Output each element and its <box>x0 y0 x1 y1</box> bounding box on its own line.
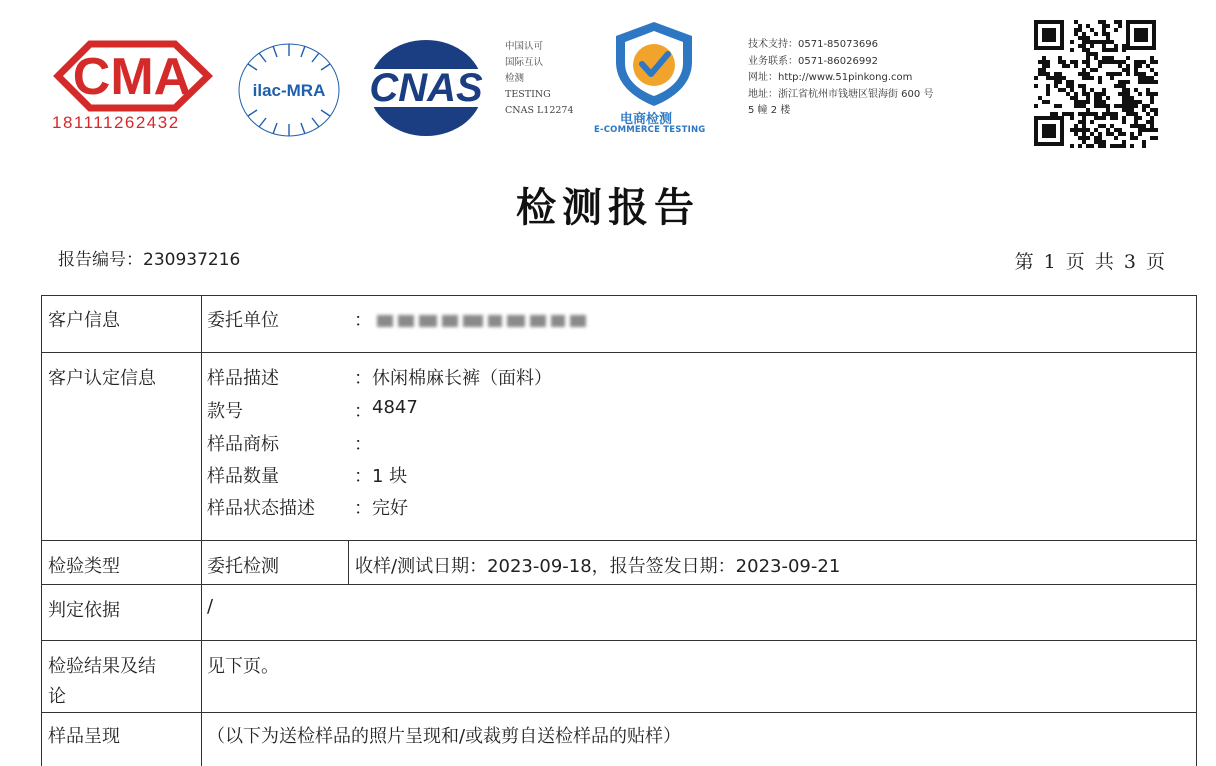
contact-address-building: 5 幢 2 楼 <box>748 105 791 116</box>
contact-info <box>748 37 933 120</box>
cnas-line: CNAS L12274 <box>505 105 574 116</box>
cma-certificate-number: 181111262432 <box>52 113 180 132</box>
sample-condition-label: 样品状态描述 <box>207 498 315 519</box>
ecommerce-testing-shield-icon <box>608 18 700 108</box>
cnas-line: TESTING <box>505 89 551 100</box>
field-colon: ： <box>354 368 372 389</box>
client-info-label: 客户信息 <box>48 310 120 331</box>
entrusting-unit-label: 委托单位 <box>207 310 279 331</box>
entrusting-unit-colon: ： <box>354 310 372 331</box>
field-colon: ： <box>354 401 372 422</box>
cnas-accreditation-text <box>505 39 574 119</box>
field-colon: ： <box>354 498 372 519</box>
inspection-type-label: 检验类型 <box>48 556 120 577</box>
style-number-value: 4847 <box>372 397 418 418</box>
ilac-logo-text: ilac-MRA <box>252 81 326 100</box>
qr-code-icon <box>1032 18 1158 148</box>
ecommerce-testing-en-label: E-COMMERCE TESTING <box>594 125 706 135</box>
row-divider <box>42 712 1196 713</box>
inspection-type-value: 委托检测 <box>207 556 279 577</box>
field-colon: ： <box>354 434 372 455</box>
result-conclusion-label: 检验结果及结 <box>48 656 156 677</box>
style-number-label: 款号 <box>207 401 243 422</box>
ilac-mra-logo <box>233 38 345 142</box>
sample-condition-value: 完好 <box>372 498 408 519</box>
cnas-logo <box>356 38 496 138</box>
ecommerce-testing-cn-label: 电商检测 <box>620 112 673 127</box>
row-divider <box>42 540 1196 541</box>
client-confirmed-info-label: 客户认定信息 <box>48 368 156 389</box>
result-conclusion-label-cont: 论 <box>48 686 66 707</box>
sample-description-value: 休闲棉麻长裤（面料） <box>372 368 552 389</box>
cnas-line: 国际互认 <box>505 57 544 68</box>
cma-logo <box>50 36 215 116</box>
report-number: 报告编号：230937216 <box>58 250 241 270</box>
cnas-logo-text: CNAS <box>369 66 483 110</box>
judgement-basis-value: / <box>207 596 214 617</box>
column-divider <box>201 296 202 766</box>
contact-business: 业务联系：0571-86026992 <box>748 55 878 67</box>
row-divider <box>42 352 1196 353</box>
report-title: 检测报告 <box>516 184 700 231</box>
inspection-dates: 收样/测试日期：2023-09-18，报告签发日期：2023-09-21 <box>355 556 841 577</box>
row-divider <box>42 584 1196 585</box>
sample-quantity-label: 样品数量 <box>207 466 279 487</box>
sample-quantity-value: 1 块 <box>372 466 408 487</box>
contact-tech-support: 技术支持：0571-85073696 <box>748 39 878 50</box>
cnas-line: 检测 <box>505 73 525 84</box>
sample-trademark-label: 样品商标 <box>207 434 279 455</box>
column-divider <box>348 540 349 584</box>
cnas-line: 中国认可 <box>505 41 544 52</box>
contact-address: 地址：浙江省杭州市钱塘区银海街 600 号 <box>748 88 934 100</box>
judgement-basis-label: 判定依据 <box>48 600 120 621</box>
page-indicator: 第 1 页 共 3 页 <box>1014 251 1165 273</box>
sample-description-label: 样品描述 <box>207 368 279 389</box>
sample-presentation-note: （以下为送检样品的照片呈现和/或裁剪自送检样品的贴样） <box>207 726 682 747</box>
row-divider <box>42 640 1196 641</box>
result-conclusion-value: 见下页。 <box>207 656 279 677</box>
field-colon: ： <box>354 466 372 487</box>
contact-website: 网址：http://www.51pinkong.com <box>748 72 913 83</box>
report-table <box>41 295 1197 766</box>
sample-presentation-label: 样品呈现 <box>48 726 120 747</box>
cma-logo-text: CMA <box>72 48 192 106</box>
entrusting-unit-redacted <box>377 313 607 329</box>
